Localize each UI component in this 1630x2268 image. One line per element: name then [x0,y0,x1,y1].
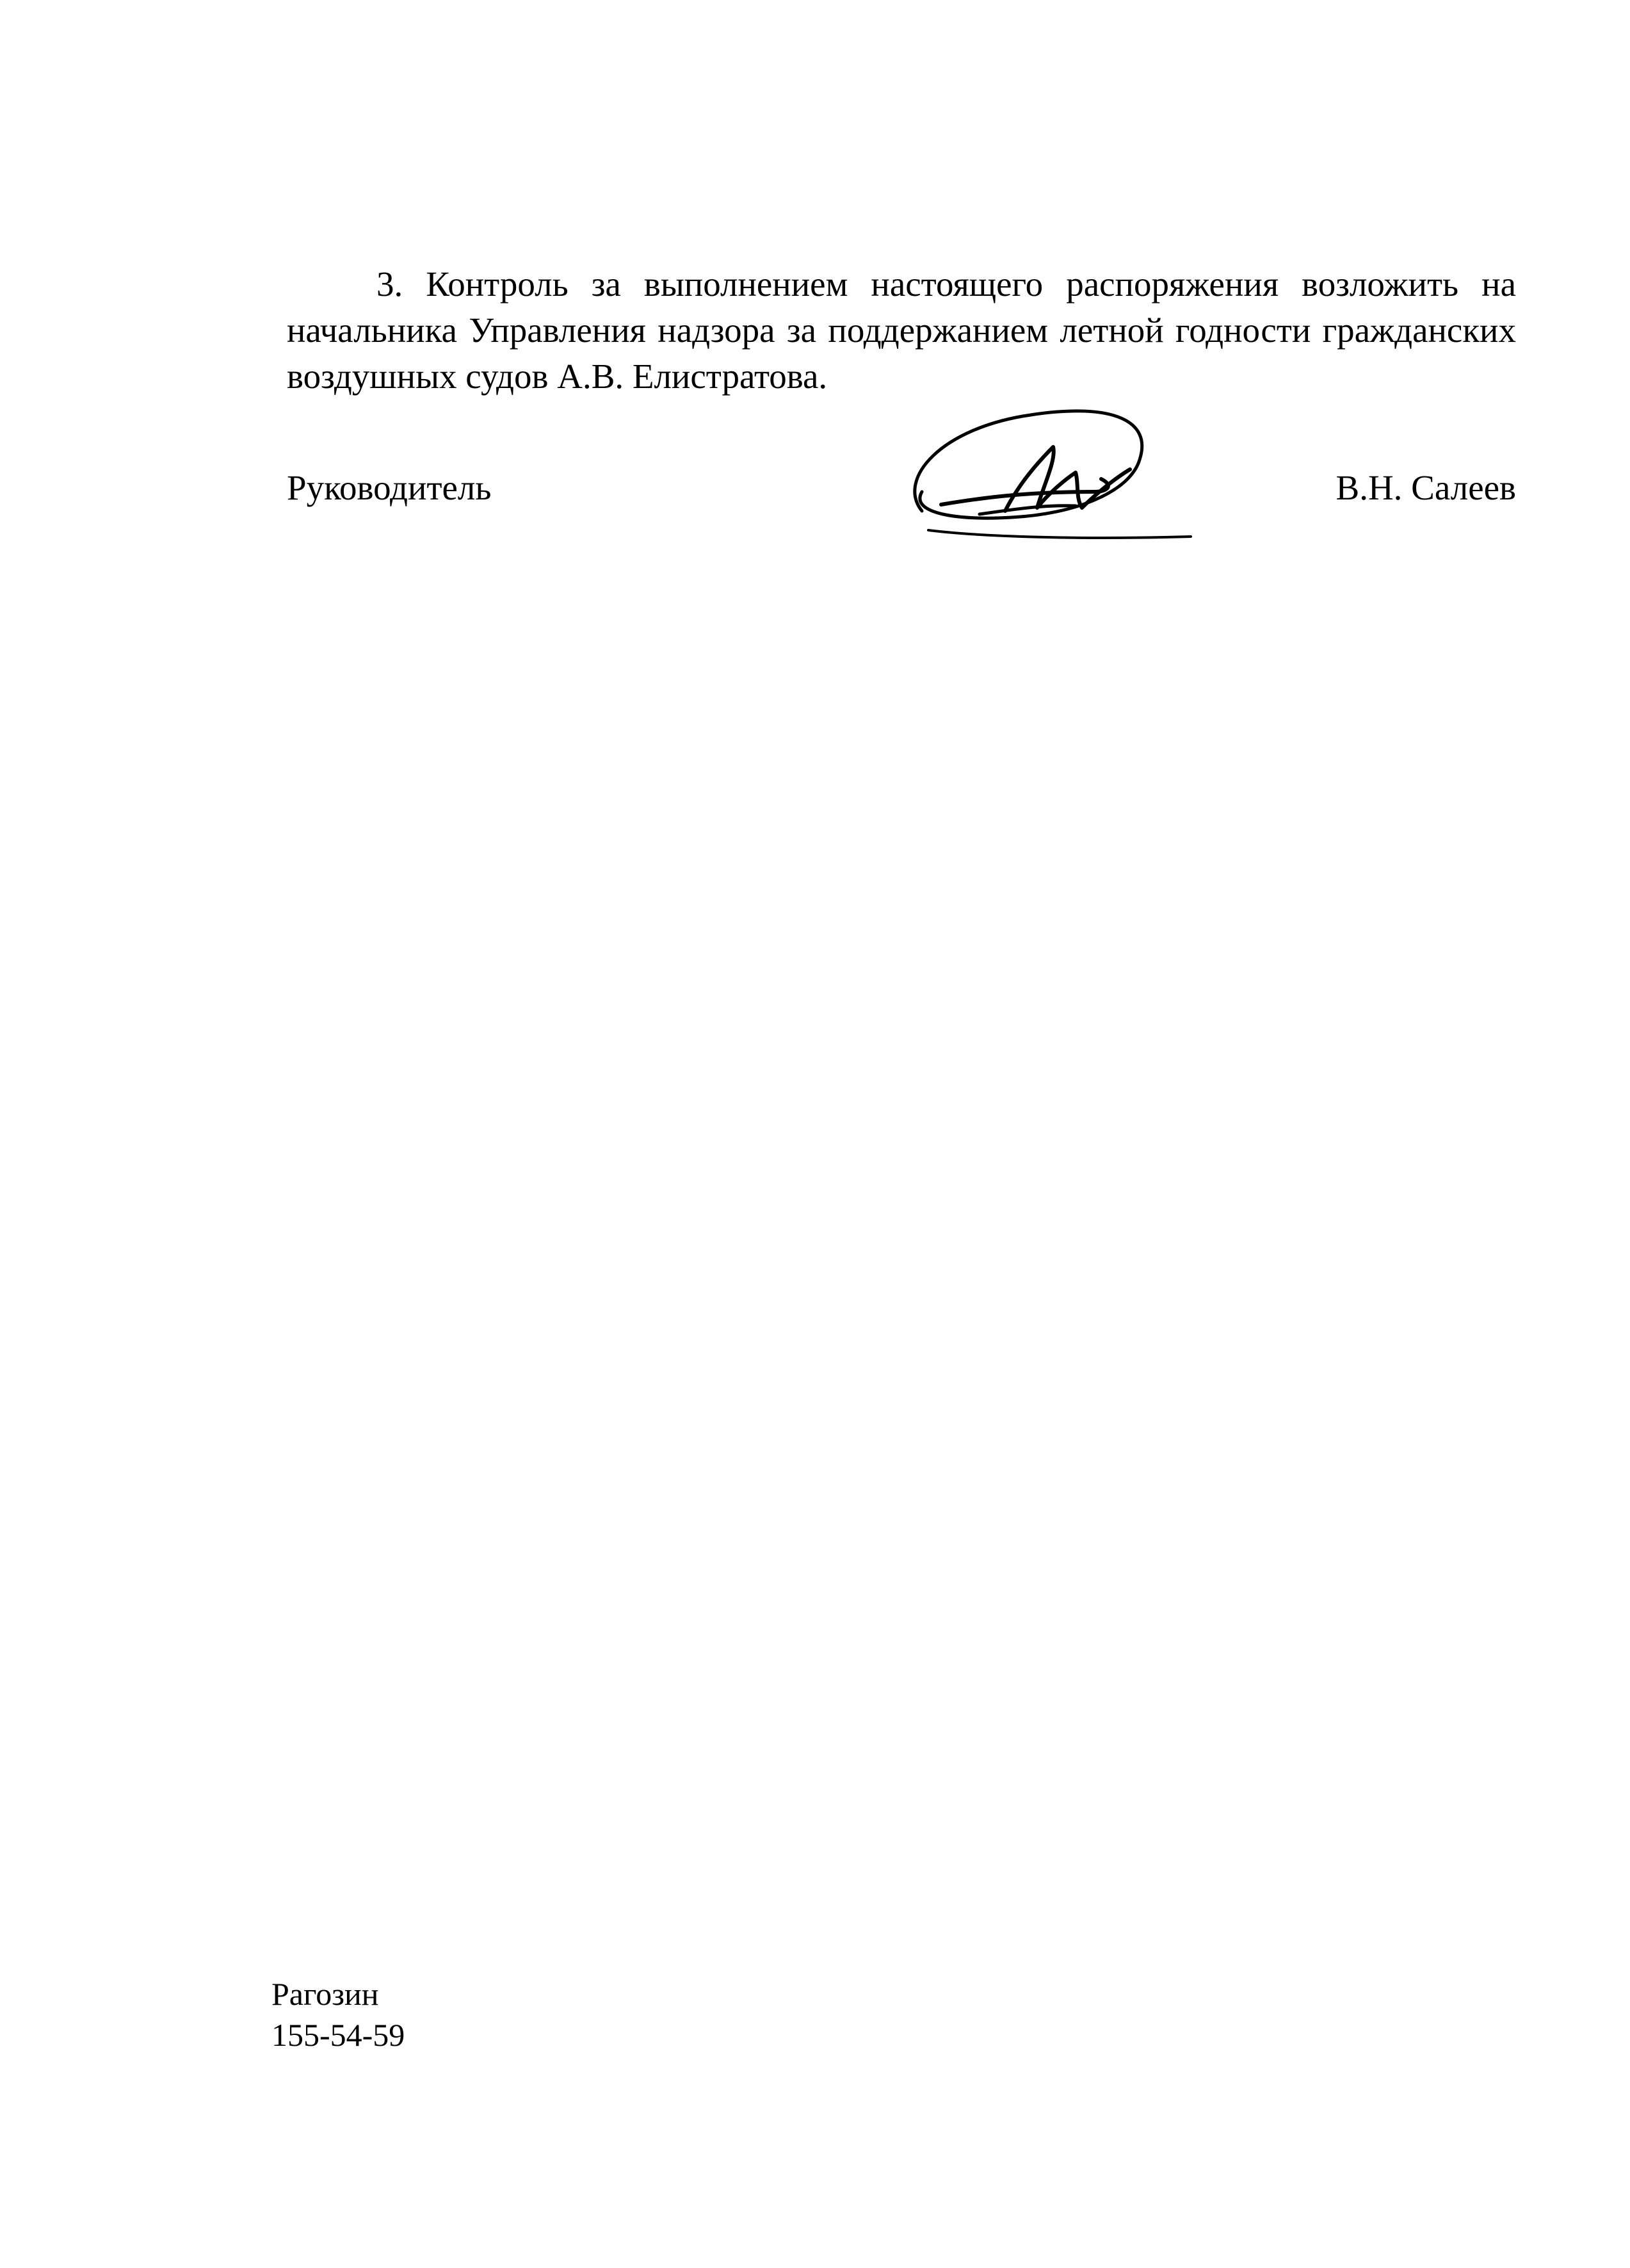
handwritten-signature [884,402,1216,556]
executor-phone: 155-54-59 [271,2017,405,2053]
executor-name: Рагозин [271,1976,379,2012]
clause-3-paragraph: 3. Контроль за выполнением настоящего распоряжения возложить на начальника Управления надзора за поддержанием летной годности гражданских воздушных судов А.В. Елистратова. [287,264,1516,396]
signer-name: В.Н. Салеев [1335,468,1516,507]
executor-footer [271,1973,405,2055]
signer-title: Руководитель [287,468,492,507]
